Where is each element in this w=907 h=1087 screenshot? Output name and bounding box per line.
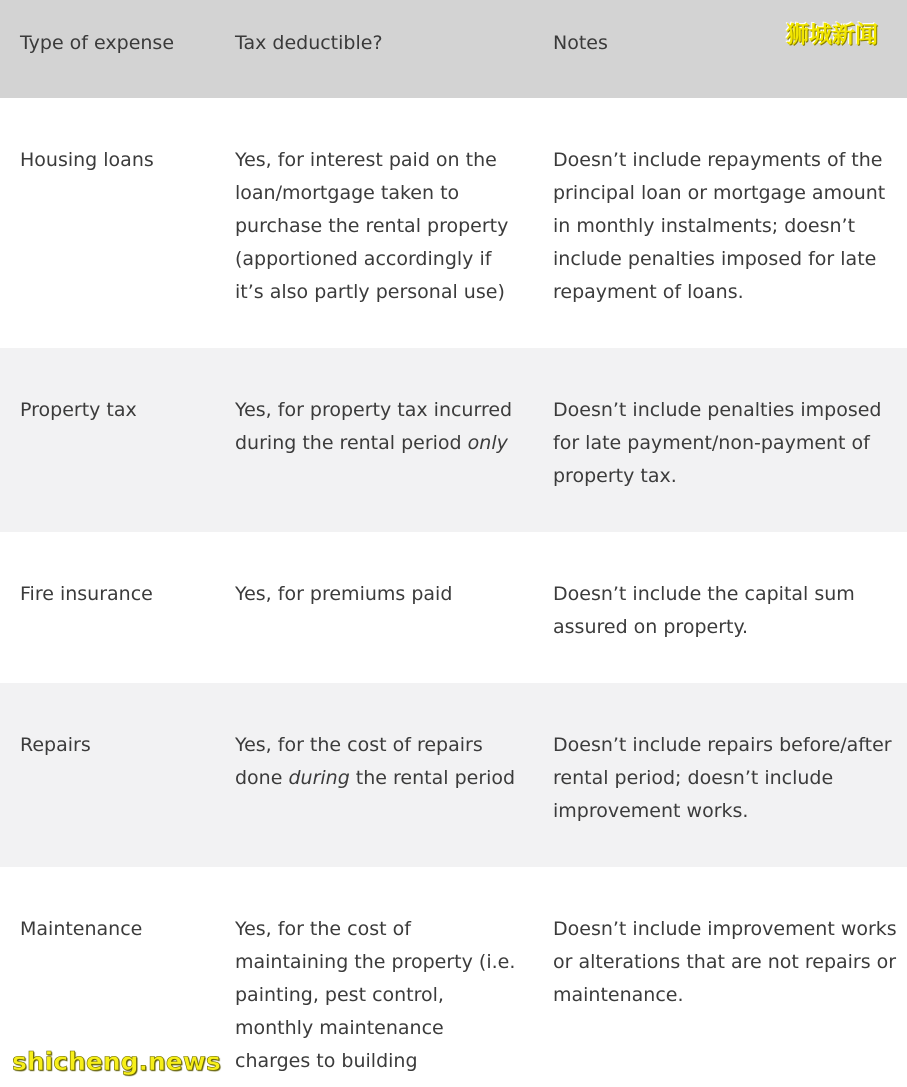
cell-line: painting, pest control, <box>235 984 444 1006</box>
cell-line: principal loan or mortgage amount <box>553 182 886 204</box>
table-header <box>0 0 907 98</box>
cell-line: maintaining the property (i.e. <box>235 951 516 973</box>
cell-text: during the rental period <box>235 432 468 454</box>
header-notes: Notes <box>553 32 608 54</box>
cell-deductible <box>235 578 525 611</box>
cell-line <box>235 762 525 795</box>
cell-line: improvement works. <box>553 800 749 822</box>
cell-notes <box>553 913 898 1012</box>
header-tax-deductible: Tax deductible? <box>235 32 383 54</box>
cell-line: for late payment/non-payment of <box>553 432 870 454</box>
cell-line <box>235 427 525 460</box>
cell-line: Doesn’t include penalties imposed <box>553 399 882 421</box>
table-row-property-tax <box>0 348 907 532</box>
watermark-top-right: 狮城新闻 <box>786 22 878 48</box>
cell-type: Housing loans <box>20 149 154 171</box>
header-type-of-expense: Type of expense <box>20 32 175 54</box>
table-row-repairs <box>0 683 907 867</box>
cell-notes <box>553 729 898 828</box>
table-row-housing-loans <box>0 98 907 348</box>
cell-line: Doesn’t include the capital sum <box>553 583 855 605</box>
cell-line: charges to building <box>235 1050 418 1072</box>
emphasis-text: only <box>467 432 508 454</box>
cell-line: rental period; doesn’t include <box>553 767 834 789</box>
cell-line: Doesn’t include repairs before/after <box>553 734 892 756</box>
cell-line: Yes, for the cost of <box>235 918 411 940</box>
emphasis-text: during <box>288 767 350 789</box>
cell-line: property tax. <box>553 465 677 487</box>
cell-deductible <box>235 729 525 795</box>
cell-line: Doesn’t include improvement works <box>553 918 897 940</box>
cell-type: Fire insurance <box>20 583 153 605</box>
cell-line: purchase the rental property <box>235 215 509 237</box>
cell-line: monthly maintenance <box>235 1017 444 1039</box>
cell-line: it’s also partly personal use) <box>235 281 505 303</box>
cell-line: (apportioned accordingly if <box>235 248 492 270</box>
watermark-bottom-left: shicheng.news <box>12 1047 221 1076</box>
cell-line: Doesn’t include repayments of the <box>553 149 883 171</box>
table-row-fire-insurance <box>0 532 907 683</box>
cell-deductible <box>235 144 525 309</box>
cell-line: loan/mortgage taken to <box>235 182 460 204</box>
cell-line: Yes, for premiums paid <box>235 583 453 605</box>
cell-text: the rental period <box>349 767 516 789</box>
cell-deductible <box>235 394 525 460</box>
cell-type: Property tax <box>20 399 137 421</box>
cell-type: Maintenance <box>20 918 143 940</box>
cell-notes <box>553 144 898 309</box>
cell-deductible <box>235 913 525 1078</box>
cell-line: repayment of loans. <box>553 281 744 303</box>
cell-line: assured on property. <box>553 616 749 638</box>
cell-line: Yes, for property tax incurred <box>235 399 513 421</box>
cell-type: Repairs <box>20 734 91 756</box>
cell-line: Yes, for interest paid on the <box>235 149 497 171</box>
cell-line: or alterations that are not repairs or <box>553 951 897 973</box>
cell-notes <box>553 578 898 644</box>
cell-line: in monthly instalments; doesn’t <box>553 215 856 237</box>
cell-line: maintenance. <box>553 984 684 1006</box>
cell-notes <box>553 394 898 493</box>
cell-line: include penalties imposed for late <box>553 248 877 270</box>
cell-text: done <box>235 767 289 789</box>
cell-line: Yes, for the cost of repairs <box>235 734 483 756</box>
